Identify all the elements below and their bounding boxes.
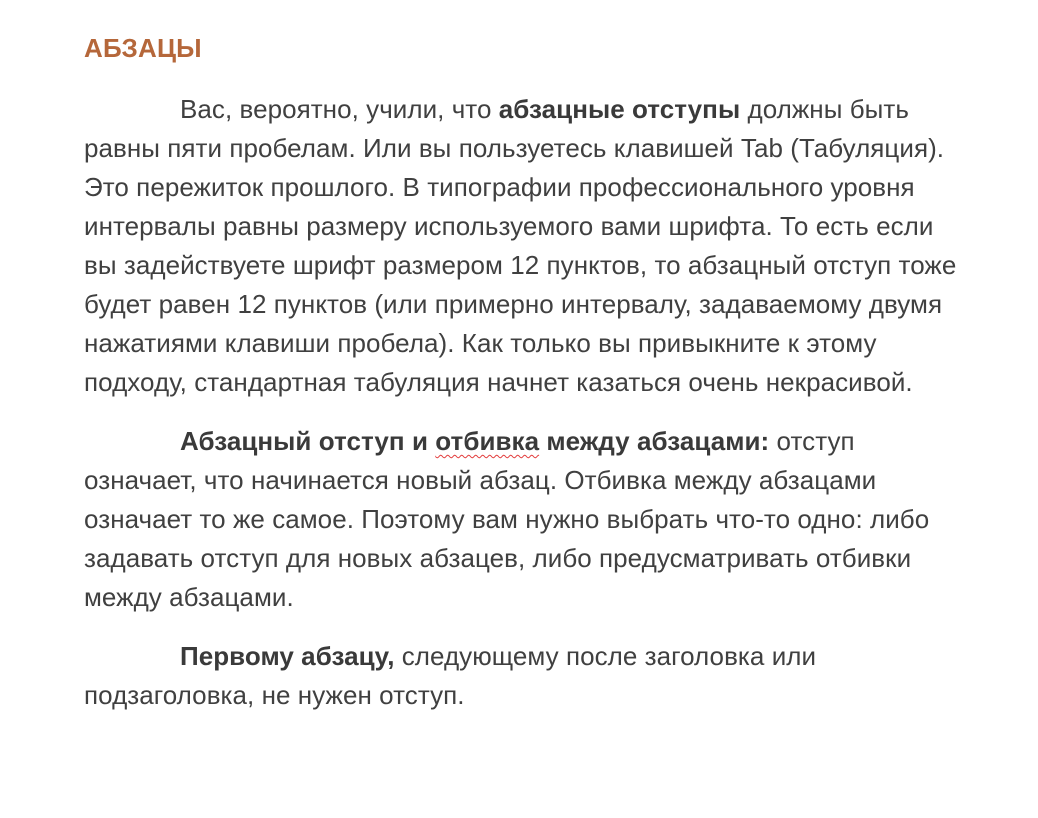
section-heading: АБЗАЦЫ — [84, 33, 202, 63]
document-page — [84, 24, 964, 735]
paragraph-2-bold-term-a: Абзацный отступ и — [180, 426, 436, 456]
paragraph-3-body: следующему после заголовка или подзаголовка, не нужен отступ. — [84, 641, 817, 710]
paragraph-1-body: должны быть равны пяти пробелам. Или вы пользуетесь клавишей Tab (Табуляция). Это пережиток прошлого. В типографии профессионального уровня интервалы равны размеру используемого вами шрифта. То есть если вы задействуете шрифт размером 12 пунктов, то абзацный отступ тоже будет равен 12 пунктов (или примерно интервалу, задаваемому двумя нажатиями клавиши пробела). Как только вы привыкните к этому подходу, стандартная табуляция начнет казаться очень некрасивой. — [84, 94, 957, 397]
paragraph-first-paragraph — [84, 637, 964, 715]
paragraph-2-misspelled-word[interactable]: отбивка — [435, 426, 540, 456]
paragraph-indents — [84, 90, 964, 402]
paragraph-3-bold-term: Первому абзацу, — [180, 641, 395, 671]
paragraph-1-bold-term: абзацные отступы — [498, 94, 741, 124]
paragraph-1-lead: Вас, вероятно, учили, что — [180, 94, 499, 124]
paragraph-2-body: отступ означает, что начинается новый абзац. Отбивка между абзацами означает то же самое. Поэтому вам нужно выбрать что-то одно: либо задавать отступ для новых абзацев, либо предусматривать отбивки между абзацами. — [84, 426, 930, 612]
paragraph-2-bold-term-b: между абзацами: — [539, 426, 770, 456]
paragraph-indent-vs-spacing — [84, 422, 964, 617]
